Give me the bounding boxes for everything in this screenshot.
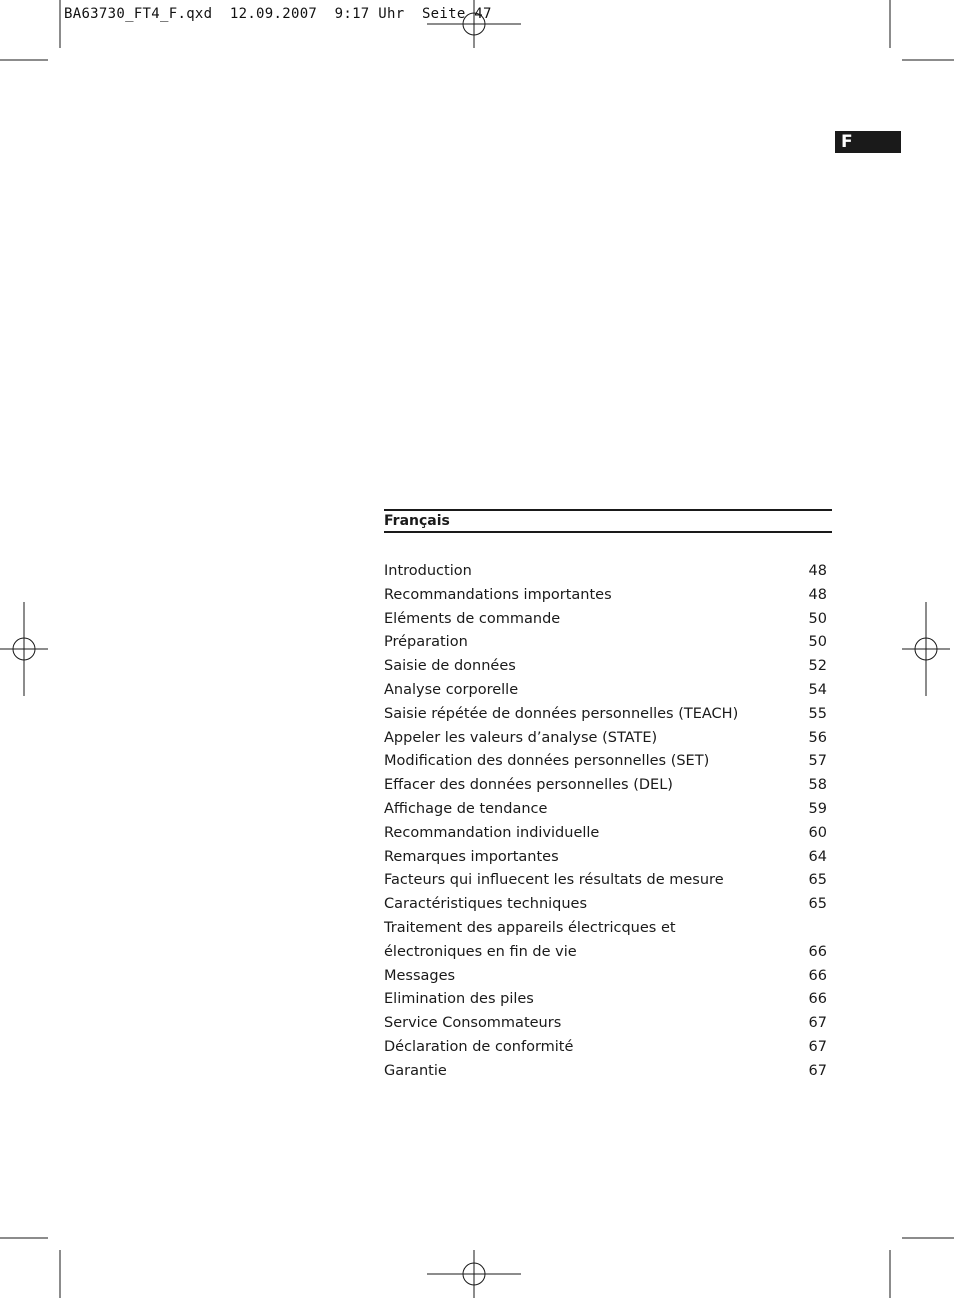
registration-mark-right bbox=[902, 602, 950, 696]
toc-entry-page: 48 bbox=[808, 586, 827, 603]
toc-entry bbox=[384, 727, 832, 751]
toc-entry-title: Traitement des appareils électricques et bbox=[384, 919, 676, 936]
toc-entry-page: 64 bbox=[808, 848, 827, 865]
toc-entry-title: Garantie bbox=[384, 1062, 447, 1079]
toc-entry bbox=[384, 1012, 832, 1036]
language-tab: F bbox=[835, 131, 901, 153]
slug-file: BA63730_FT4_F.qxd bbox=[64, 6, 213, 22]
table-of-contents bbox=[384, 509, 832, 1084]
toc-entry-page: 50 bbox=[808, 634, 827, 651]
toc-entry-page: 59 bbox=[808, 800, 827, 817]
toc-entry bbox=[384, 941, 832, 965]
toc-entry-page: 67 bbox=[808, 1062, 827, 1079]
toc-entry-page: 65 bbox=[808, 896, 827, 913]
toc-entry-page: 67 bbox=[808, 1015, 827, 1032]
toc-entry bbox=[384, 703, 832, 727]
toc-entry-page: 60 bbox=[808, 824, 827, 841]
toc-entry bbox=[384, 655, 832, 679]
toc-entry-title: Eléments de commande bbox=[384, 610, 561, 627]
toc-entry-page: 66 bbox=[808, 967, 827, 984]
toc-entry-title: Remarques importantes bbox=[384, 848, 559, 865]
toc-entry-page: 52 bbox=[808, 658, 827, 675]
toc-entry bbox=[384, 822, 832, 846]
toc-entry-page: 57 bbox=[808, 753, 827, 770]
toc-entry bbox=[384, 798, 832, 822]
toc-entry-title: Analyse corporelle bbox=[384, 681, 519, 698]
toc-entry-title: Caractéristiques techniques bbox=[384, 896, 588, 913]
toc-entry-title: Déclaration de conformité bbox=[384, 1038, 574, 1055]
toc-entry bbox=[384, 560, 832, 584]
registration-mark-bottom bbox=[427, 1250, 521, 1298]
registration-mark-left bbox=[0, 602, 48, 696]
toc-entry-title: Saisie répétée de données personnelles (TEACH) bbox=[384, 705, 739, 722]
toc-heading: Français bbox=[384, 509, 832, 533]
toc-entry-page: 55 bbox=[808, 705, 827, 722]
toc-entry-page: 65 bbox=[808, 872, 827, 889]
toc-entry bbox=[384, 1060, 832, 1084]
slug-date: 12.09.2007 bbox=[229, 6, 318, 22]
toc-entry bbox=[384, 631, 832, 655]
toc-entry-page: 54 bbox=[808, 681, 827, 698]
toc-entry bbox=[384, 846, 832, 870]
toc-entry bbox=[384, 774, 832, 798]
toc-entry bbox=[384, 965, 832, 989]
toc-entry-title: Recommandations importantes bbox=[384, 586, 612, 603]
toc-entry-title: Facteurs qui influecent les résultats de mesure bbox=[384, 872, 724, 889]
toc-entry-title: Introduction bbox=[384, 563, 472, 579]
toc-entry-title: Service Consommateurs bbox=[384, 1015, 562, 1032]
toc-entry-title: Saisie de données bbox=[384, 658, 516, 675]
toc-entry-page: 58 bbox=[808, 777, 827, 794]
toc-entry bbox=[384, 750, 832, 774]
toc-entry-page: 48 bbox=[808, 563, 827, 579]
toc-entry-title: Affichage de tendance bbox=[384, 800, 548, 817]
slug-time: 9:17 Uhr bbox=[334, 6, 405, 22]
toc-entry-title: Appeler les valeurs d’analyse (STATE) bbox=[384, 729, 658, 746]
toc-entry-page: 50 bbox=[808, 610, 827, 627]
toc-entry-title: Messages bbox=[384, 967, 456, 984]
toc-entry bbox=[384, 869, 832, 893]
toc-entry-title: Modification des données personnelles (SET) bbox=[384, 753, 710, 770]
toc-entry-title: Elimination des piles bbox=[384, 991, 534, 1008]
toc-entry-title: Préparation bbox=[384, 634, 468, 651]
toc-entry-page: 67 bbox=[808, 1038, 827, 1055]
toc-entry bbox=[384, 584, 832, 608]
toc-entry bbox=[384, 917, 832, 941]
toc-entry-title: Recommandation individuelle bbox=[384, 824, 600, 841]
toc-entry bbox=[384, 893, 832, 917]
toc-entry-page: 66 bbox=[808, 991, 827, 1008]
toc-list bbox=[384, 560, 832, 1084]
registration-mark-top bbox=[427, 0, 521, 48]
toc-entry bbox=[384, 1036, 832, 1060]
toc-entry-page: 66 bbox=[808, 943, 827, 960]
toc-entry bbox=[384, 608, 832, 632]
toc-entry bbox=[384, 988, 832, 1012]
toc-entry-title: électroniques en fin de vie bbox=[384, 943, 577, 960]
slug-page: Seite 47 bbox=[421, 6, 492, 22]
toc-entry bbox=[384, 679, 832, 703]
toc-entry-title: Effacer des données personnelles (DEL) bbox=[384, 777, 673, 794]
toc-entry-page: 56 bbox=[808, 729, 827, 746]
